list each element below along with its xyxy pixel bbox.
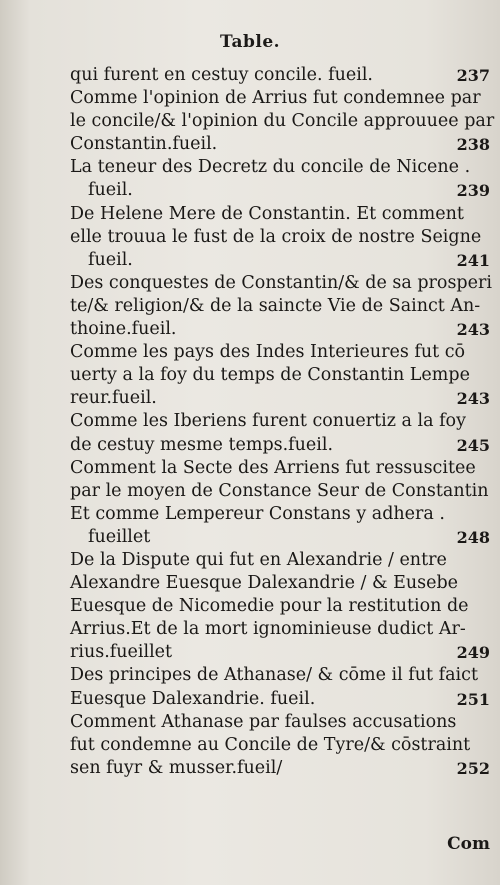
- toc-line-text: De Helene Mere de Constantin. Et comment: [70, 203, 464, 224]
- toc-line: [70, 387, 490, 410]
- toc-line-text: elle trouua le fust de la croix de nostre Seigne: [70, 226, 482, 247]
- toc-line-text: thoine.fueil.: [70, 319, 177, 340]
- toc-line: [70, 503, 490, 526]
- table-of-contents: [70, 64, 495, 780]
- toc-page-number: 239: [456, 181, 490, 201]
- toc-line-text: Des conquestes de Constantin/& de sa prosperi: [70, 272, 492, 293]
- toc-line: [70, 457, 490, 480]
- toc-line-text: Euesque de Nicomedie pour la restitution de: [70, 596, 469, 617]
- toc-line-text: fueil.: [88, 180, 133, 201]
- toc-line: [70, 156, 490, 179]
- toc-line: [70, 711, 490, 734]
- toc-line: [70, 341, 490, 364]
- toc-line: [70, 757, 490, 780]
- toc-line: [70, 272, 490, 295]
- toc-page-number: 237: [456, 66, 490, 85]
- toc-line-text: Arrius.Et de la mort ignominieuse dudict Ar-: [70, 619, 466, 640]
- toc-line: [70, 133, 490, 156]
- toc-page-number: 248: [456, 527, 490, 547]
- toc-page-number: 251: [456, 689, 490, 709]
- toc-page-number: 243: [456, 320, 490, 340]
- toc-line: [70, 549, 490, 572]
- toc-line: [70, 641, 490, 664]
- toc-line-text: Et comme Lempereur Constans y adhera .: [70, 503, 445, 524]
- toc-line-text: de cestuy mesme temps.fueil.: [70, 434, 334, 455]
- toc-line-text: le concile/& l'opinion du Concile approuuee par: [70, 111, 495, 132]
- toc-line: [70, 480, 490, 503]
- running-head: Table.: [219, 32, 281, 52]
- toc-line-text: La teneur des Decretz du concile de Nicene .: [70, 157, 471, 178]
- toc-line-text: De la Dispute qui fut en Alexandrie / entre: [70, 549, 447, 570]
- toc-line: [70, 572, 490, 595]
- toc-page-number: 252: [456, 758, 490, 778]
- toc-page-number: 238: [456, 135, 490, 155]
- toc-line: [70, 595, 490, 618]
- toc-line-text: uerty a la foy du temps de Constantin Lempe: [70, 365, 470, 386]
- toc-line-text: Comment Athanase par faulses accusations: [70, 711, 457, 732]
- toc-line-text: qui furent en cestuy concile. fueil.: [70, 65, 373, 85]
- toc-page-number: 245: [456, 435, 490, 455]
- toc-line-text: Euesque Dalexandrie. fueil.: [70, 688, 316, 709]
- toc-line-text: te/& religion/& de la saincte Vie de Sainct An-: [70, 295, 481, 316]
- toc-line-text: Alexandre Euesque Dalexandrie / & Eusebe: [70, 573, 459, 594]
- toc-line: [70, 249, 490, 272]
- toc-line: [70, 226, 490, 249]
- toc-line-text: sen fuyr & musser.fueil/: [70, 757, 283, 778]
- toc-page-number: 243: [456, 389, 490, 409]
- toc-line: [70, 110, 495, 133]
- toc-line: [70, 179, 490, 202]
- catchword: Com: [447, 834, 490, 854]
- toc-line: [70, 203, 490, 226]
- toc-line: [70, 526, 490, 549]
- toc-line: [70, 734, 490, 757]
- toc-line-text: par le moyen de Constance Seur de Constantin: [70, 480, 489, 501]
- toc-line: [70, 618, 490, 641]
- toc-line-text: Constantin.fueil.: [70, 134, 218, 155]
- toc-page-number: 249: [456, 643, 490, 663]
- toc-line-text: reur.fueil.: [70, 388, 157, 409]
- toc-line: [70, 87, 490, 110]
- toc-page-number: 241: [456, 250, 490, 270]
- toc-line-text: Comme l'opinion de Arrius fut condemnee par: [70, 88, 481, 109]
- toc-line: [70, 410, 490, 433]
- toc-line: [70, 64, 490, 87]
- toc-line-text: Comment la Secte des Arriens fut ressuscitee: [70, 457, 476, 478]
- toc-line: [70, 295, 490, 318]
- toc-line: [70, 318, 490, 341]
- toc-line-text: fut condemne au Concile de Tyre/& cōstraint: [70, 734, 471, 755]
- toc-line: [70, 688, 490, 711]
- toc-line-text: Comme les pays des Indes Interieures fut cō: [70, 342, 466, 363]
- toc-line-text: Des principes de Athanase/ & cōme il fut faict: [70, 665, 478, 686]
- toc-line: [70, 434, 490, 457]
- toc-line: [70, 664, 490, 687]
- toc-line-text: fueil.: [88, 249, 133, 270]
- toc-line-text: fueillet: [88, 526, 151, 547]
- toc-line-text: Comme les Iberiens furent conuertiz a la foy: [70, 411, 466, 432]
- toc-line: [70, 364, 490, 387]
- toc-line-text: rius.fueillet: [70, 642, 173, 663]
